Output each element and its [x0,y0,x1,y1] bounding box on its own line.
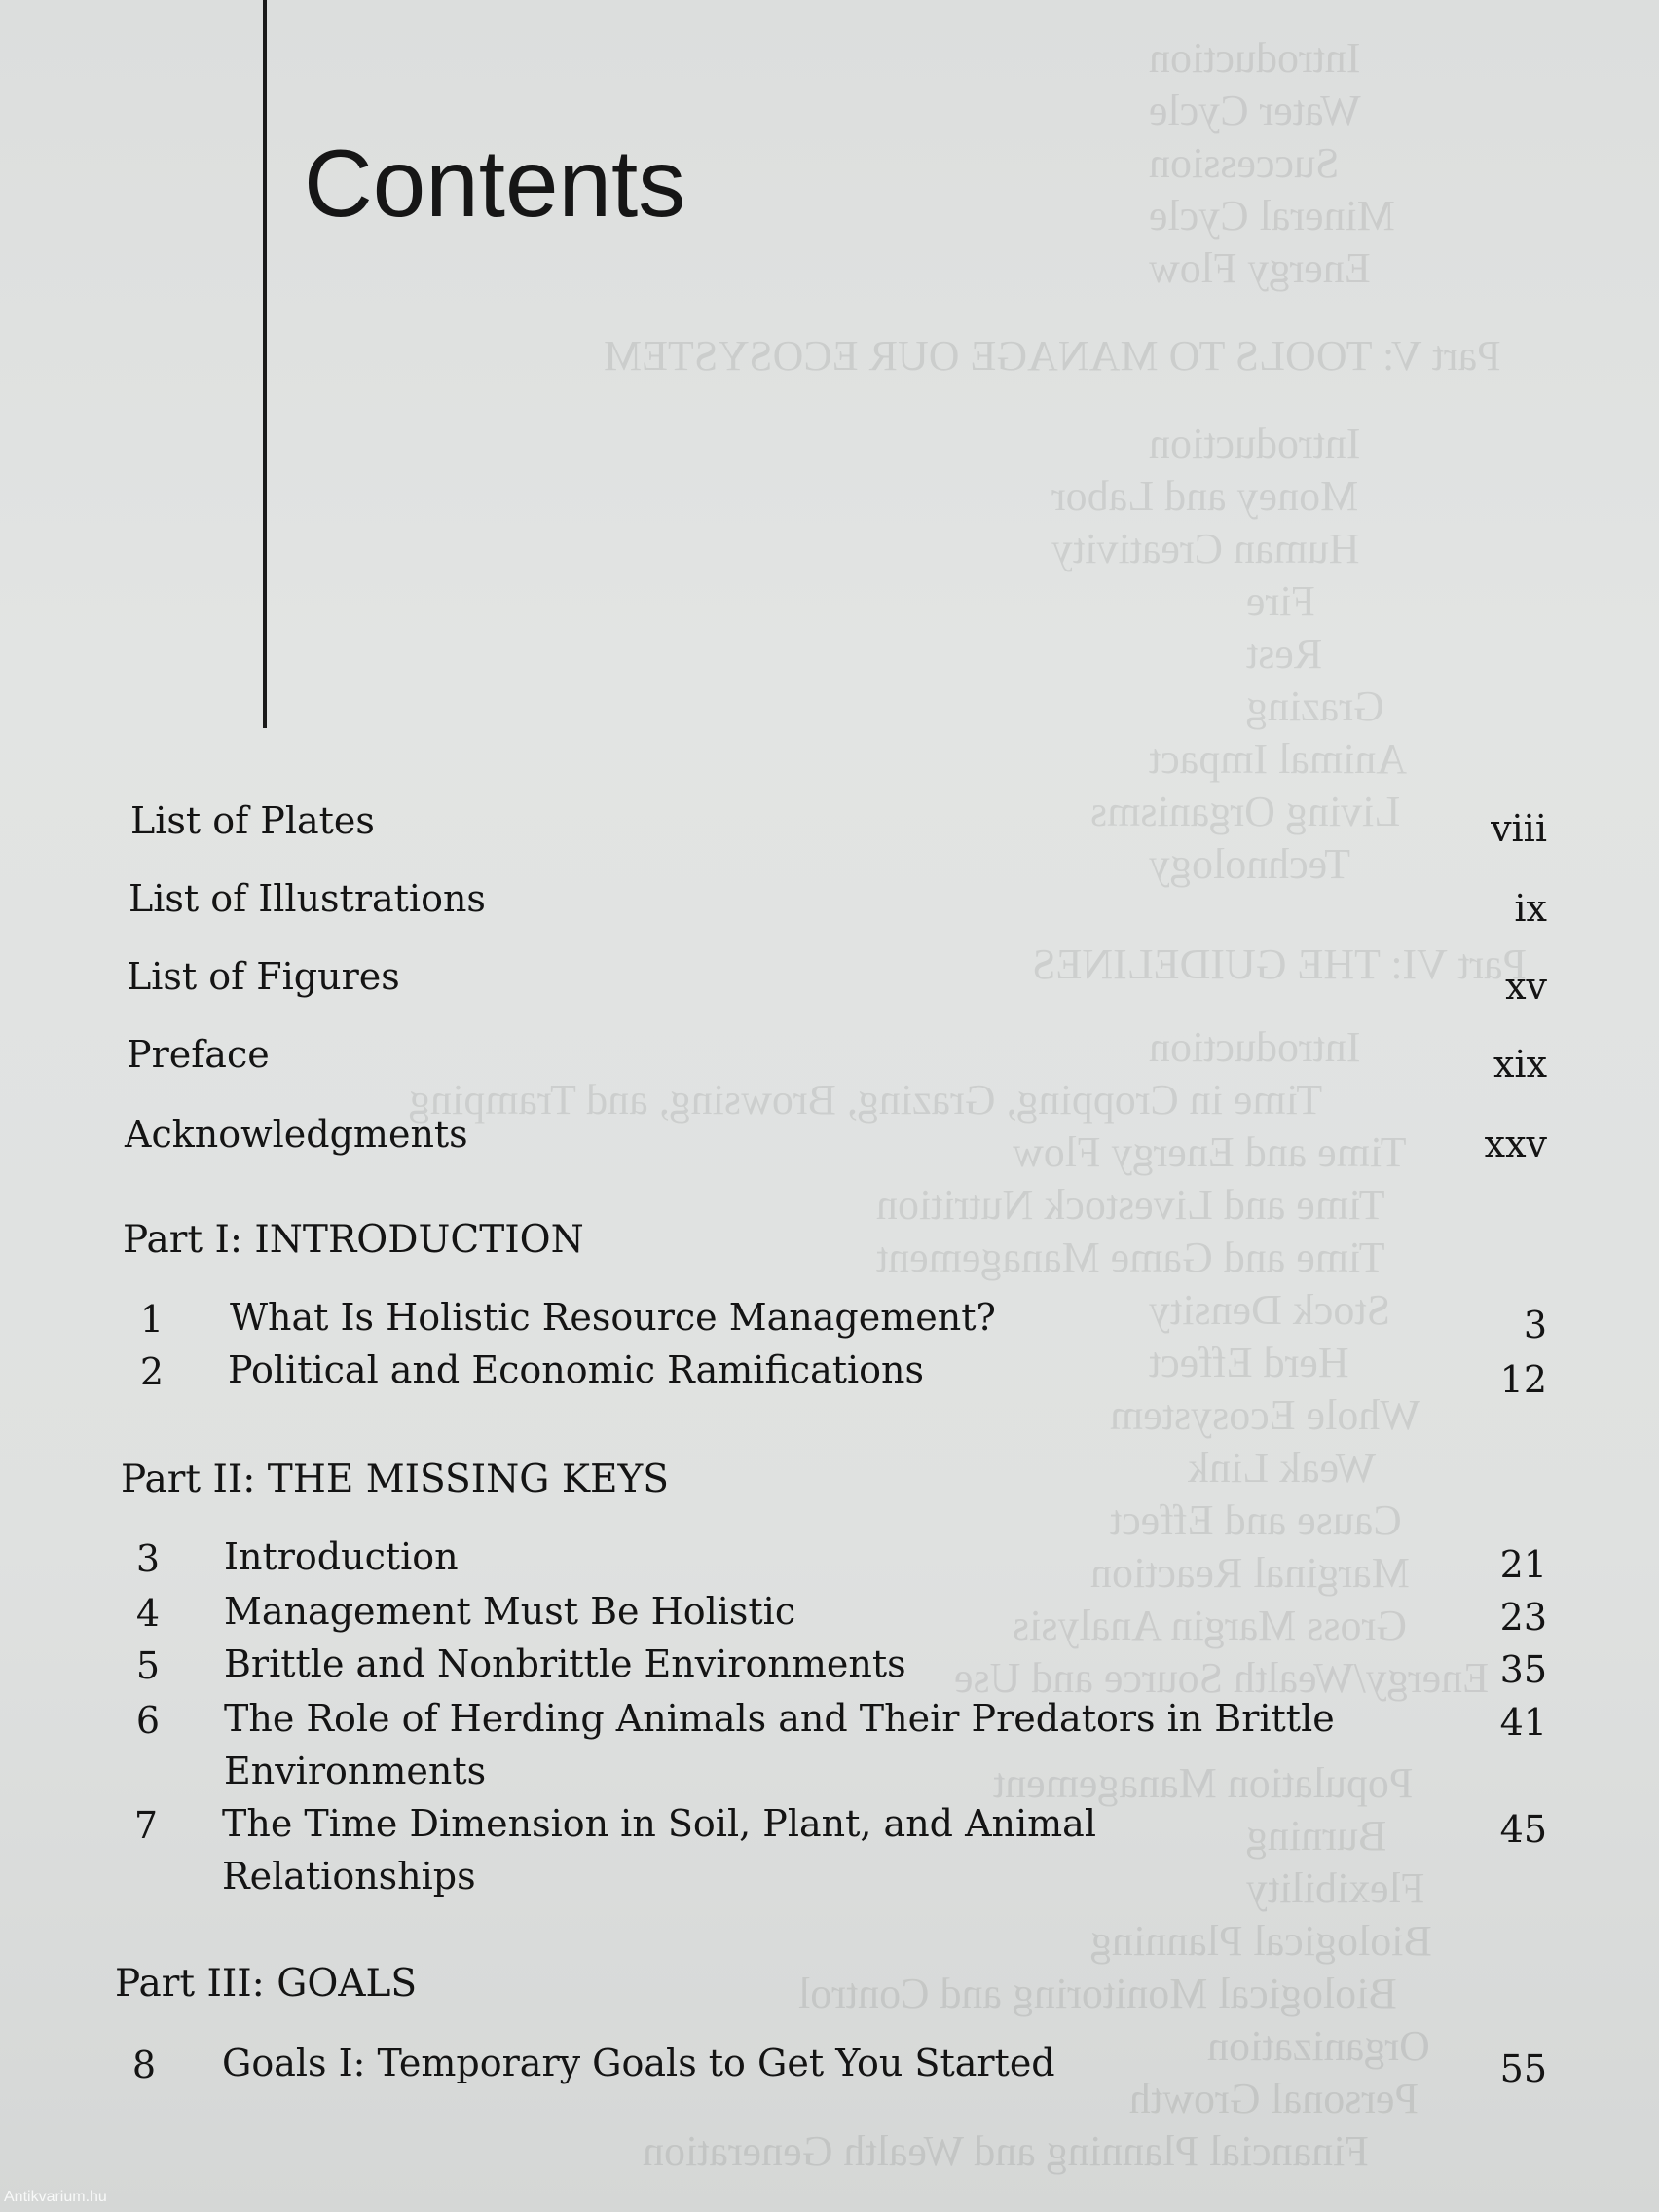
toc-entry-list-of-plates[interactable]: List of Plates [130,799,375,842]
toc-page-number: viii [1491,807,1547,850]
toc-page-number: 35 [1499,1648,1547,1691]
vertical-rule [263,0,267,728]
chapter-number: 8 [131,2044,156,2086]
toc-page-number: ix [1514,887,1547,930]
toc-page-number: 55 [1499,2047,1547,2090]
chapter-number: 6 [135,1699,160,1742]
page-title: Contents [304,129,686,237]
toc-chapter-title[interactable]: Introduction [224,1535,459,1578]
toc-page-number: 41 [1499,1701,1547,1744]
part-heading: Part II: THE MISSING KEYS [121,1457,669,1501]
part-heading: Part III: GOALS [115,1962,418,2006]
toc-entry-list-of-figures[interactable]: List of Figures [127,955,400,998]
toc-chapter-title-continued[interactable]: Environments [224,1750,487,1792]
watermark: Antikvarium.hu [4,2189,107,2205]
toc-page-number: xix [1493,1043,1547,1086]
chapter-number: 3 [135,1537,160,1580]
toc-page-number: xxv [1484,1123,1547,1165]
toc-chapter-title[interactable]: Political and Economic Ramifications [228,1348,925,1391]
chapter-number: 7 [133,1804,158,1847]
toc-entry-acknowledgments[interactable]: Acknowledgments [125,1113,468,1156]
toc-chapter-title[interactable]: Brittle and Nonbrittle Environments [224,1642,906,1685]
part-heading: Part I: INTRODUCTION [123,1218,584,1262]
toc-page-number: 12 [1499,1358,1547,1401]
toc-chapter-title[interactable]: The Role of Herding Animals and Their Predators in Brittle [224,1697,1335,1740]
toc-page-number: 45 [1499,1808,1547,1851]
chapter-number: 5 [135,1644,160,1687]
toc-page-number: xv [1505,965,1547,1008]
toc-page-number: 3 [1523,1304,1547,1346]
toc-page-number: 21 [1499,1543,1547,1586]
toc-chapter-title[interactable]: What Is Holistic Resource Management? [230,1296,996,1339]
chapter-number: 4 [135,1592,160,1635]
toc-entry-preface[interactable]: Preface [127,1033,270,1076]
toc-chapter-title-continued[interactable]: Relationships [222,1855,476,1898]
toc-chapter-title[interactable]: Goals I: Temporary Goals to Get You Started [222,2042,1055,2084]
toc-chapter-title[interactable]: The Time Dimension in Soil, Plant, and Animal [222,1802,1096,1845]
toc-page-number: 23 [1499,1596,1547,1639]
toc-entry-list-of-illustrations[interactable]: List of Illustrations [129,877,486,920]
toc-chapter-title[interactable]: Management Must Be Holistic [224,1590,796,1633]
chapter-number: 1 [139,1298,164,1341]
chapter-number: 2 [139,1350,164,1393]
